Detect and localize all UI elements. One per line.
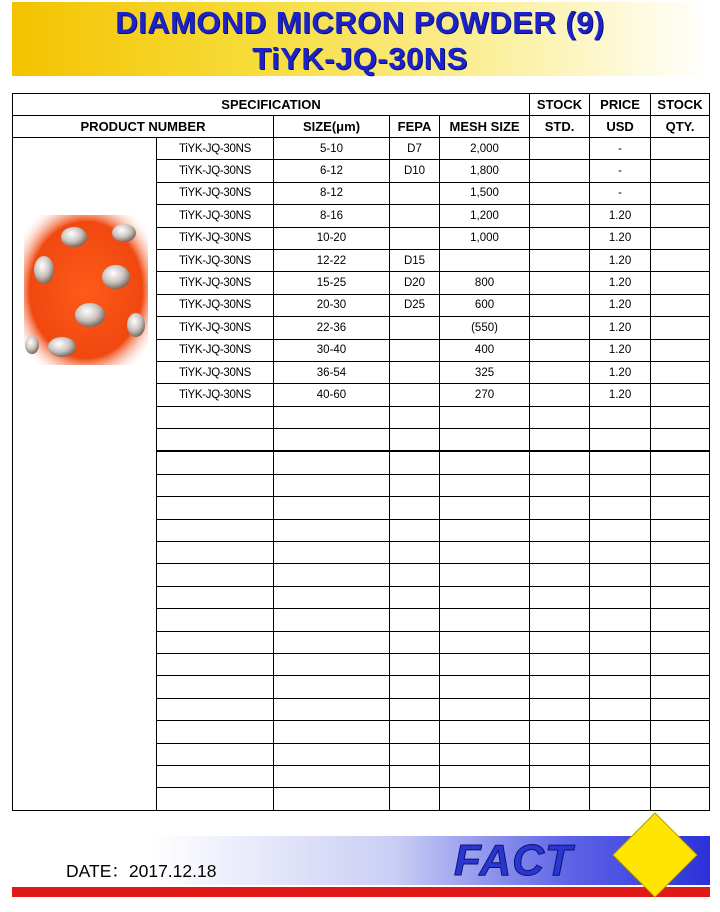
stock-std-cell	[530, 586, 590, 608]
stock-std-cell	[530, 653, 590, 675]
stock-std-cell	[530, 429, 590, 452]
fepa-cell	[390, 361, 440, 383]
mesh-cell	[440, 586, 530, 608]
stock-std-cell	[530, 765, 590, 787]
size-cell	[274, 429, 390, 452]
stock-qty-cell	[651, 765, 710, 787]
price-cell	[590, 653, 651, 675]
stock-qty-cell	[651, 429, 710, 452]
fepa-cell	[390, 765, 440, 787]
mesh-cell	[440, 788, 530, 810]
size-cell	[274, 497, 390, 519]
fepa-cell	[390, 564, 440, 586]
fepa-cell	[390, 542, 440, 564]
mesh-cell	[440, 406, 530, 428]
price-cell	[590, 631, 651, 653]
stock-std-header-bottom: STD.	[530, 116, 590, 138]
fepa-cell: D10	[390, 160, 440, 182]
page-subtitle: TiYK-JQ-30NS	[252, 41, 468, 76]
stock-qty-cell	[651, 384, 710, 406]
price-cell	[590, 497, 651, 519]
stock-qty-cell	[651, 451, 710, 474]
fepa-cell	[390, 676, 440, 698]
header-row-1	[13, 94, 710, 116]
stock-std-cell	[530, 160, 590, 182]
date-label: DATE：2017.12.18	[66, 861, 217, 881]
stock-std-cell	[530, 138, 590, 160]
stock-qty-cell	[651, 294, 710, 316]
fepa-cell	[390, 406, 440, 428]
size-cell	[274, 564, 390, 586]
stock-qty-cell	[651, 519, 710, 541]
mesh-cell	[440, 631, 530, 653]
price-cell	[590, 765, 651, 787]
page-title: DIAMOND MICRON POWDER (9)	[115, 5, 605, 40]
price-cell	[590, 451, 651, 474]
size-cell	[274, 765, 390, 787]
diamond-logo-icon	[612, 812, 698, 898]
mesh-cell	[440, 743, 530, 765]
size-cell	[274, 721, 390, 743]
mesh-cell	[440, 698, 530, 720]
stock-std-cell	[530, 519, 590, 541]
product-cell: TiYK-JQ-30NS	[157, 160, 274, 182]
stock-qty-cell	[651, 474, 710, 496]
product-cell	[157, 653, 274, 675]
stock-qty-cell	[651, 586, 710, 608]
stock-std-cell	[530, 497, 590, 519]
stock-qty-header-top: STOCK	[651, 94, 710, 116]
size-cell: 6-12	[274, 160, 390, 182]
diamond-powder-photo	[24, 215, 148, 365]
mesh-cell	[440, 429, 530, 452]
fepa-cell: D25	[390, 294, 440, 316]
mesh-cell: 270	[440, 384, 530, 406]
product-cell	[157, 788, 274, 810]
price-cell	[590, 406, 651, 428]
product-cell: TiYK-JQ-30NS	[157, 361, 274, 383]
price-cell: 1.20	[590, 249, 651, 271]
stock-qty-cell	[651, 542, 710, 564]
price-cell: -	[590, 182, 651, 204]
fepa-cell: D20	[390, 272, 440, 294]
product-cell	[157, 519, 274, 541]
fepa-cell	[390, 429, 440, 452]
price-cell	[590, 609, 651, 631]
mesh-cell	[440, 451, 530, 474]
stock-std-cell	[530, 721, 590, 743]
product-cell	[157, 497, 274, 519]
price-header-bottom: USD	[590, 116, 651, 138]
stock-qty-cell	[651, 497, 710, 519]
size-cell	[274, 519, 390, 541]
mesh-cell	[440, 765, 530, 787]
fepa-cell	[390, 743, 440, 765]
fepa-cell	[390, 205, 440, 227]
fepa-cell	[390, 474, 440, 496]
fepa-cell	[390, 586, 440, 608]
stock-qty-cell	[651, 160, 710, 182]
stock-qty-cell	[651, 564, 710, 586]
stock-qty-cell	[651, 676, 710, 698]
fepa-cell	[390, 519, 440, 541]
price-cell: 1.20	[590, 272, 651, 294]
product-cell: TiYK-JQ-30NS	[157, 294, 274, 316]
fepa-cell: D7	[390, 138, 440, 160]
stock-std-cell	[530, 182, 590, 204]
mesh-cell: 1,000	[440, 227, 530, 249]
stock-qty-cell	[651, 609, 710, 631]
product-cell	[157, 474, 274, 496]
price-cell	[590, 474, 651, 496]
stock-std-cell	[530, 406, 590, 428]
stock-std-cell	[530, 384, 590, 406]
price-cell: 1.20	[590, 384, 651, 406]
product-cell	[157, 406, 274, 428]
stock-qty-cell	[651, 743, 710, 765]
stock-qty-cell	[651, 339, 710, 361]
product-cell: TiYK-JQ-30NS	[157, 182, 274, 204]
header-row-2	[13, 116, 710, 138]
size-cell	[274, 653, 390, 675]
mesh-cell: 1,500	[440, 182, 530, 204]
size-cell	[274, 474, 390, 496]
size-cell: 22-36	[274, 317, 390, 339]
product-cell	[157, 451, 274, 474]
product-cell	[157, 743, 274, 765]
mesh-cell	[440, 497, 530, 519]
mesh-cell: 1,200	[440, 205, 530, 227]
mesh-cell	[440, 564, 530, 586]
stock-std-cell	[530, 249, 590, 271]
mesh-cell	[440, 542, 530, 564]
fepa-cell	[390, 721, 440, 743]
size-cell	[274, 698, 390, 720]
fepa-cell	[390, 227, 440, 249]
size-cell: 30-40	[274, 339, 390, 361]
stock-std-header-top: STOCK	[530, 94, 590, 116]
price-cell	[590, 743, 651, 765]
price-cell: -	[590, 160, 651, 182]
stock-qty-cell	[651, 249, 710, 271]
mesh-cell	[440, 653, 530, 675]
stock-qty-cell	[651, 631, 710, 653]
price-cell	[590, 698, 651, 720]
size-cell	[274, 586, 390, 608]
price-cell: 1.20	[590, 361, 651, 383]
stock-std-cell	[530, 339, 590, 361]
size-cell: 40-60	[274, 384, 390, 406]
mesh-cell: 2,000	[440, 138, 530, 160]
fepa-cell	[390, 384, 440, 406]
price-cell	[590, 788, 651, 810]
price-cell: 1.20	[590, 339, 651, 361]
price-cell	[590, 564, 651, 586]
price-cell: 1.20	[590, 294, 651, 316]
mesh-cell: 325	[440, 361, 530, 383]
stock-qty-cell	[651, 205, 710, 227]
price-cell	[590, 519, 651, 541]
stock-std-cell	[530, 676, 590, 698]
product-cell: TiYK-JQ-30NS	[157, 317, 274, 339]
size-cell: 5-10	[274, 138, 390, 160]
stock-qty-cell	[651, 317, 710, 339]
fepa-cell	[390, 317, 440, 339]
stock-std-cell	[530, 227, 590, 249]
mesh-cell: 800	[440, 272, 530, 294]
stock-std-cell	[530, 698, 590, 720]
price-cell	[590, 586, 651, 608]
product-cell	[157, 609, 274, 631]
size-cell	[274, 451, 390, 474]
product-cell: TiYK-JQ-30NS	[157, 339, 274, 361]
stock-qty-cell	[651, 361, 710, 383]
price-cell	[590, 721, 651, 743]
price-header-top: PRICE	[590, 94, 651, 116]
mesh-cell	[440, 519, 530, 541]
fepa-cell	[390, 339, 440, 361]
fepa-header: FEPA	[390, 116, 440, 138]
stock-qty-header-bottom: QTY.	[651, 116, 710, 138]
product-cell	[157, 631, 274, 653]
product-cell	[157, 429, 274, 452]
product-cell	[157, 765, 274, 787]
stock-qty-cell	[651, 721, 710, 743]
fepa-cell	[390, 497, 440, 519]
stock-std-cell	[530, 317, 590, 339]
product-number-header: PRODUCT NUMBER	[13, 116, 274, 138]
spec-table	[12, 93, 710, 811]
fepa-cell	[390, 182, 440, 204]
product-cell: TiYK-JQ-30NS	[157, 227, 274, 249]
product-cell	[157, 586, 274, 608]
product-cell	[157, 542, 274, 564]
price-cell: -	[590, 138, 651, 160]
size-cell: 15-25	[274, 272, 390, 294]
size-cell	[274, 542, 390, 564]
size-cell	[274, 788, 390, 810]
size-header: SIZE(μm)	[274, 116, 390, 138]
fepa-cell	[390, 788, 440, 810]
stock-std-cell	[530, 743, 590, 765]
fepa-cell	[390, 653, 440, 675]
price-cell: 1.20	[590, 205, 651, 227]
fepa-cell	[390, 609, 440, 631]
price-cell: 1.20	[590, 317, 651, 339]
stock-std-cell	[530, 564, 590, 586]
product-cell: TiYK-JQ-30NS	[157, 272, 274, 294]
size-cell: 12-22	[274, 249, 390, 271]
price-cell: 1.20	[590, 227, 651, 249]
fepa-cell	[390, 698, 440, 720]
stock-std-cell	[530, 451, 590, 474]
fepa-cell	[390, 451, 440, 474]
mesh-size-header: MESH SIZE	[440, 116, 530, 138]
specification-header: SPECIFICATION	[13, 94, 530, 116]
stock-qty-cell	[651, 788, 710, 810]
stock-std-cell	[530, 294, 590, 316]
footer-red-stripe	[12, 887, 710, 897]
size-cell: 36-54	[274, 361, 390, 383]
mesh-cell	[440, 609, 530, 631]
product-cell: TiYK-JQ-30NS	[157, 249, 274, 271]
fepa-cell	[390, 631, 440, 653]
mesh-cell: 600	[440, 294, 530, 316]
size-cell: 10-20	[274, 227, 390, 249]
mesh-cell	[440, 676, 530, 698]
product-cell	[157, 698, 274, 720]
size-cell	[274, 631, 390, 653]
product-cell: TiYK-JQ-30NS	[157, 205, 274, 227]
stock-std-cell	[530, 631, 590, 653]
stock-std-cell	[530, 474, 590, 496]
stock-qty-cell	[651, 406, 710, 428]
stock-qty-cell	[651, 182, 710, 204]
price-cell	[590, 429, 651, 452]
mesh-cell: 1,800	[440, 160, 530, 182]
stock-qty-cell	[651, 227, 710, 249]
stock-std-cell	[530, 272, 590, 294]
product-cell	[157, 721, 274, 743]
mesh-cell: 400	[440, 339, 530, 361]
fact-logo-text: FACT	[454, 836, 573, 885]
mesh-cell	[440, 721, 530, 743]
stock-qty-cell	[651, 653, 710, 675]
product-cell: TiYK-JQ-30NS	[157, 384, 274, 406]
size-cell	[274, 609, 390, 631]
product-cell	[157, 676, 274, 698]
size-cell	[274, 676, 390, 698]
size-cell	[274, 406, 390, 428]
stock-std-cell	[530, 361, 590, 383]
table-row	[13, 138, 710, 160]
stock-std-cell	[530, 542, 590, 564]
stock-std-cell	[530, 788, 590, 810]
stock-qty-cell	[651, 698, 710, 720]
size-cell	[274, 743, 390, 765]
mesh-cell: (550)	[440, 317, 530, 339]
stock-qty-cell	[651, 272, 710, 294]
mesh-cell	[440, 474, 530, 496]
stock-std-cell	[530, 205, 590, 227]
fepa-cell: D15	[390, 249, 440, 271]
price-cell	[590, 676, 651, 698]
mesh-cell	[440, 249, 530, 271]
stock-std-cell	[530, 609, 590, 631]
size-cell: 8-16	[274, 205, 390, 227]
price-cell	[590, 542, 651, 564]
product-cell: TiYK-JQ-30NS	[157, 138, 274, 160]
size-cell: 20-30	[274, 294, 390, 316]
stock-qty-cell	[651, 138, 710, 160]
size-cell: 8-12	[274, 182, 390, 204]
product-cell	[157, 564, 274, 586]
